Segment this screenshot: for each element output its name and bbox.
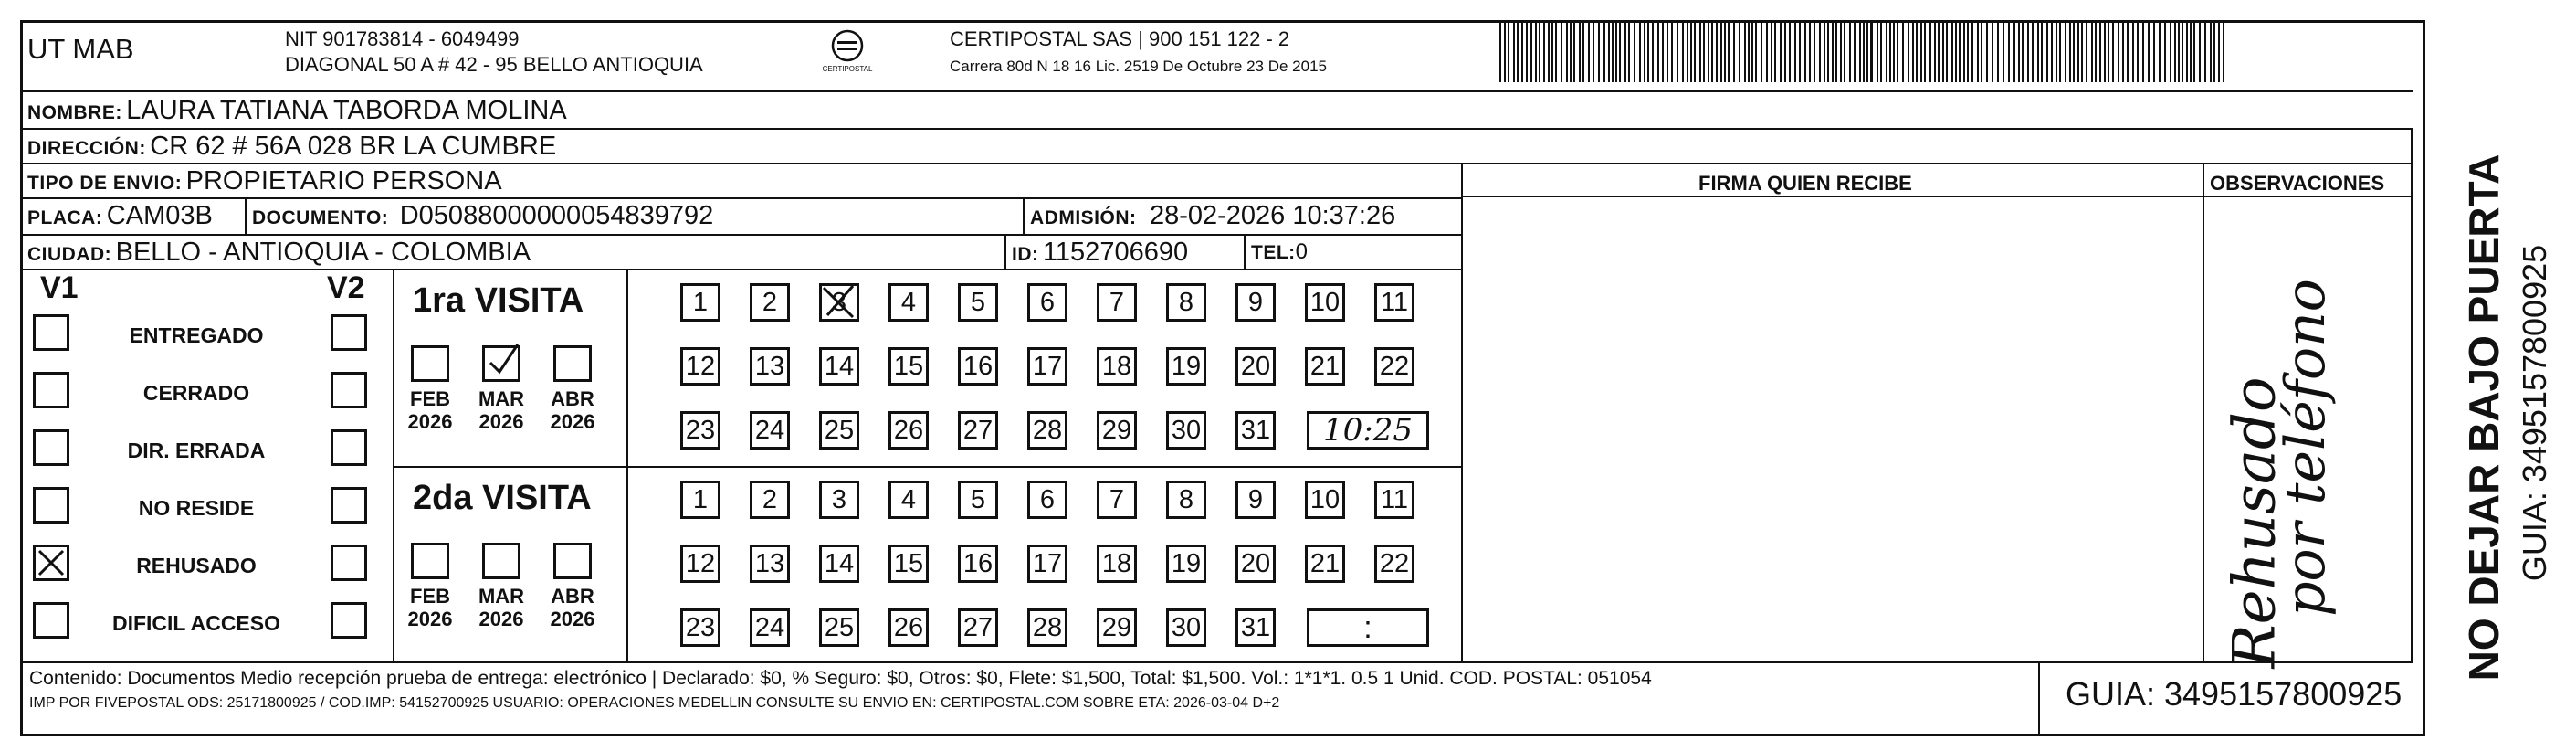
day-box[interactable]: 19 xyxy=(1166,347,1206,386)
v1-checkbox[interactable] xyxy=(33,429,69,466)
signature-header: FIRMA QUIEN RECIBE xyxy=(1698,172,1912,195)
divider xyxy=(20,234,1463,236)
day-box[interactable]: 6 xyxy=(1027,481,1067,519)
day-box[interactable]: 12 xyxy=(680,347,720,386)
name-label: NOMBRE: xyxy=(27,102,122,123)
day-box[interactable]: 31 xyxy=(1235,411,1276,450)
certipostal-logo xyxy=(811,26,884,79)
plate-row xyxy=(27,203,213,229)
month-name: ABR xyxy=(551,585,594,608)
day-box[interactable]: 4 xyxy=(888,283,929,322)
divider xyxy=(20,269,1463,270)
divider xyxy=(2038,661,2040,736)
divider xyxy=(20,197,1463,199)
document-row xyxy=(252,203,713,229)
divider xyxy=(2411,128,2413,661)
day-box[interactable]: 23 xyxy=(680,411,720,450)
day-box[interactable]: 20 xyxy=(1235,545,1276,583)
month-label xyxy=(542,585,603,631)
recipient-address: CR 62 # 56A 028 BR LA CUMBRE xyxy=(150,132,557,161)
month-checkbox[interactable] xyxy=(482,345,520,382)
day-box[interactable]: 29 xyxy=(1097,608,1137,647)
divider xyxy=(20,661,2413,663)
id-row xyxy=(1012,239,1188,266)
month-name: ABR xyxy=(551,387,594,410)
day-box[interactable]: 26 xyxy=(888,411,929,450)
month-label xyxy=(471,387,531,434)
day-box[interactable]: 13 xyxy=(750,545,790,583)
v1-header: V1 xyxy=(40,270,79,305)
day-box[interactable]: 22 xyxy=(1374,545,1414,583)
day-box[interactable]: 11 xyxy=(1374,283,1414,322)
day-box[interactable]: 27 xyxy=(958,411,998,450)
day-box[interactable]: 6 xyxy=(1027,283,1067,322)
divider xyxy=(20,163,2413,164)
document-value: D05088000000054839792 xyxy=(399,201,714,230)
time-box[interactable]: 10:25 xyxy=(1307,411,1429,450)
day-box[interactable]: 14 xyxy=(819,545,859,583)
divider xyxy=(1461,163,1463,661)
day-box[interactable]: 10 xyxy=(1305,481,1345,519)
city-value: BELLO - ANTIOQUIA - COLOMBIA xyxy=(115,238,531,267)
company-nit: NIT 901783814 - 6049499 xyxy=(285,27,520,50)
day-box[interactable]: 24 xyxy=(750,608,790,647)
day-box[interactable]: 7 xyxy=(1097,283,1137,322)
day-box[interactable]: 4 xyxy=(888,481,929,519)
footer-content: Contenido: Documentos Medio recepción prueba de entrega: electrónico | Declarado: $0, % Seguro: $0, Otros: $0, Flete: $1,500, Total: $1,500. Vol.: 1*1*1. 0.5 1 Unid. COD. POSTAL: 051054 xyxy=(29,668,1652,689)
day-box[interactable]: 21 xyxy=(1305,347,1345,386)
month-label xyxy=(471,585,531,631)
admission-value: 28-02-2026 10:37:26 xyxy=(1149,201,1396,230)
divider xyxy=(1023,197,1025,234)
day-box[interactable]: 17 xyxy=(1027,545,1067,583)
day-box[interactable]: 15 xyxy=(888,347,929,386)
month-name: FEB xyxy=(410,387,450,410)
shipment-type: PROPIETARIO PERSONA xyxy=(185,166,502,196)
v2-checkbox[interactable] xyxy=(331,545,367,581)
v1-checkbox[interactable] xyxy=(33,372,69,408)
v1-checkbox[interactable] xyxy=(33,545,69,581)
tel-value: 0 xyxy=(1295,239,1309,264)
day-box[interactable]: 12 xyxy=(680,545,720,583)
day-box[interactable]: 13 xyxy=(750,347,790,386)
status-label: REHUSADO xyxy=(136,554,257,577)
name-row xyxy=(27,98,567,124)
day-box[interactable]: 21 xyxy=(1305,545,1345,583)
day-box[interactable]: 3 xyxy=(819,283,859,322)
day-box[interactable]: 3 xyxy=(819,481,859,519)
month-checkbox[interactable] xyxy=(553,345,592,382)
divider xyxy=(2203,163,2204,661)
visit-title: 2da VISITA xyxy=(413,479,592,517)
recipient-name: LAURA TATIANA TABORDA MOLINA xyxy=(126,96,567,125)
day-box[interactable]: 30 xyxy=(1166,411,1206,450)
id-label: ID: xyxy=(1012,244,1039,265)
barcode xyxy=(1499,20,2230,82)
day-box[interactable]: 31 xyxy=(1235,608,1276,647)
day-box[interactable]: 25 xyxy=(819,411,859,450)
v2-checkbox[interactable] xyxy=(331,372,367,408)
divider xyxy=(1461,196,2411,197)
day-box[interactable]: 26 xyxy=(888,608,929,647)
v2-header: V2 xyxy=(327,270,365,305)
day-box[interactable]: 19 xyxy=(1166,545,1206,583)
admission-row xyxy=(1030,203,1395,229)
month-label xyxy=(400,585,460,631)
day-box[interactable]: 9 xyxy=(1235,283,1276,322)
tel-row xyxy=(1251,241,1308,263)
logo-text: CERTIPOSTAL xyxy=(822,65,873,73)
day-box[interactable]: 17 xyxy=(1027,347,1067,386)
address-row xyxy=(27,133,556,160)
day-box[interactable]: 29 xyxy=(1097,411,1137,450)
v2-checkbox[interactable] xyxy=(331,429,367,466)
day-box[interactable]: 8 xyxy=(1166,481,1206,519)
status-label: ENTREGADO xyxy=(129,323,264,347)
day-box[interactable]: 8 xyxy=(1166,283,1206,322)
divider xyxy=(393,466,1463,468)
month-year: 2026 xyxy=(407,410,453,434)
v1-checkbox[interactable] xyxy=(33,314,69,351)
month-year: 2026 xyxy=(407,608,453,631)
day-box[interactable]: 24 xyxy=(750,411,790,450)
type-row xyxy=(27,168,502,195)
carrier-license: Carrera 80d N 18 16 Lic. 2519 De Octubre 23 De 2015 xyxy=(950,58,1327,75)
month-name: FEB xyxy=(410,585,450,608)
day-box[interactable]: 18 xyxy=(1097,545,1137,583)
day-box[interactable]: 11 xyxy=(1374,481,1414,519)
side-guia: GUIA: 3495157800925 xyxy=(2516,244,2553,582)
month-checkbox[interactable] xyxy=(482,543,520,579)
status-label: CERRADO xyxy=(142,381,250,405)
divider xyxy=(1244,234,1246,269)
observation-line-1: Rehusado xyxy=(2221,376,2289,669)
day-box[interactable]: 7 xyxy=(1097,481,1137,519)
observations-header: OBSERVACIONES xyxy=(2210,172,2385,195)
day-box[interactable]: 28 xyxy=(1027,411,1067,450)
v1-checkbox[interactable] xyxy=(33,602,69,639)
observation-line-2: por teléfono xyxy=(2273,279,2338,617)
v2-checkbox[interactable] xyxy=(331,602,367,639)
day-box[interactable]: 16 xyxy=(958,545,998,583)
carrier-name: CERTIPOSTAL SAS | 900 151 122 - 2 xyxy=(950,27,1290,50)
day-box[interactable]: 2 xyxy=(750,481,790,519)
day-box[interactable]: 5 xyxy=(958,481,998,519)
status-label: NO RESIDE xyxy=(138,496,255,520)
plate-label: PLACA: xyxy=(27,207,103,228)
day-box[interactable]: 20 xyxy=(1235,347,1276,386)
side-notice: NO DEJAR BAJO PUERTA xyxy=(2460,153,2508,682)
divider xyxy=(1004,234,1006,269)
divider xyxy=(245,197,247,234)
company-address: DIAGONAL 50 A # 42 - 95 BELLO ANTIOQUIA xyxy=(285,53,703,76)
day-box[interactable]: 9 xyxy=(1235,481,1276,519)
month-checkbox[interactable] xyxy=(411,345,449,382)
document-label: DOCUMENTO: xyxy=(252,207,389,228)
day-box[interactable]: 2 xyxy=(750,283,790,322)
divider xyxy=(626,269,628,661)
time-box[interactable]: : xyxy=(1307,608,1429,647)
day-box[interactable]: 14 xyxy=(819,347,859,386)
month-name: MAR xyxy=(478,387,525,410)
day-box[interactable]: 30 xyxy=(1166,608,1206,647)
day-box[interactable]: 22 xyxy=(1374,347,1414,386)
month-checkbox[interactable] xyxy=(411,543,449,579)
month-checkbox[interactable] xyxy=(553,543,592,579)
month-label xyxy=(400,387,460,434)
month-year: 2026 xyxy=(550,608,595,631)
id-value: 1152706690 xyxy=(1042,238,1189,267)
tel-label: TEL: xyxy=(1251,242,1296,263)
day-box[interactable]: 5 xyxy=(958,283,998,322)
company-name: UT MAB xyxy=(27,33,134,65)
v2-checkbox[interactable] xyxy=(331,487,367,524)
day-box[interactable]: 10 xyxy=(1305,283,1345,322)
day-box[interactable]: 1 xyxy=(680,283,720,322)
visit-title: 1ra VISITA xyxy=(413,281,584,320)
status-label: DIR. ERRADA xyxy=(127,439,266,462)
month-year: 2026 xyxy=(550,410,595,434)
divider xyxy=(20,90,2413,92)
day-box[interactable]: 25 xyxy=(819,608,859,647)
day-box[interactable]: 27 xyxy=(958,608,998,647)
status-label: DIFICIL ACCESO xyxy=(111,611,280,635)
day-box[interactable]: 15 xyxy=(888,545,929,583)
admission-label: ADMISIÓN: xyxy=(1030,207,1137,228)
observation-note xyxy=(2210,210,2402,669)
month-year: 2026 xyxy=(478,608,524,631)
plate-value: CAM03B xyxy=(106,201,213,230)
day-box[interactable]: 28 xyxy=(1027,608,1067,647)
city-row xyxy=(27,239,531,266)
city-label: CIUDAD: xyxy=(27,244,112,265)
divider xyxy=(393,269,394,661)
footer-guia: GUIA: 3495157800925 xyxy=(2066,675,2403,713)
day-box[interactable]: 1 xyxy=(680,481,720,519)
footer-imp: IMP POR FIVEPOSTAL ODS: 25171800925 / COD.IMP: 54152700925 USUARIO: OPERACIONES MEDELLIN CONSULTE SU ENVIO EN: CERTIPOSTAL.COM SOBRE ETA: 2026-03-04 D+2 xyxy=(29,695,1280,711)
day-box[interactable]: 18 xyxy=(1097,347,1137,386)
month-label xyxy=(542,387,603,434)
address-label: DIRECCIÓN: xyxy=(27,138,146,159)
v1-checkbox[interactable] xyxy=(33,487,69,524)
v2-checkbox[interactable] xyxy=(331,314,367,351)
divider xyxy=(20,128,2413,130)
day-box[interactable]: 23 xyxy=(680,608,720,647)
type-label: TIPO DE ENVIO: xyxy=(27,173,183,194)
month-name: MAR xyxy=(478,585,525,608)
month-year: 2026 xyxy=(478,410,524,434)
day-box[interactable]: 16 xyxy=(958,347,998,386)
